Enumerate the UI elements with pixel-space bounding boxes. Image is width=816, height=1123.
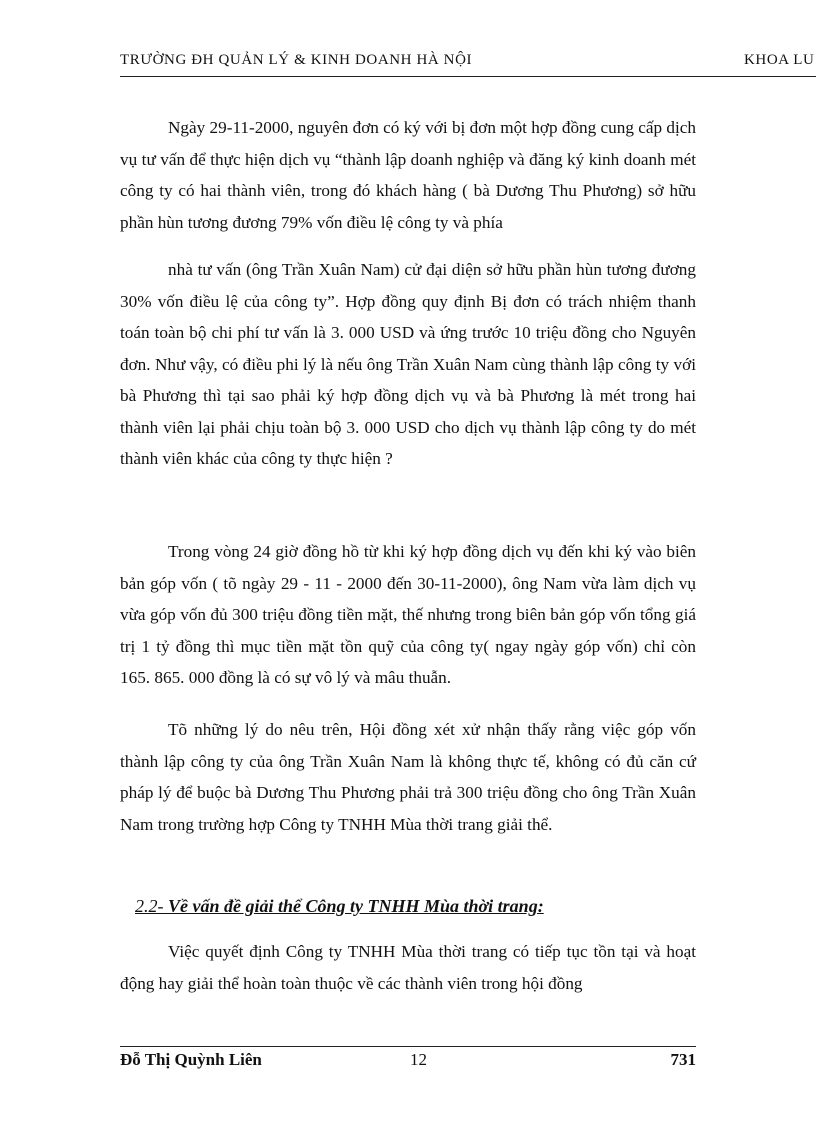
footer-divider [120,1046,696,1047]
header-faculty: KHOA LU [744,52,815,68]
section-number: 2.2- [135,896,164,916]
header-divider [120,76,816,77]
footer-page-number: 12 [410,1050,427,1069]
header-school-name: TRƯỜNG ĐH QUẢN LÝ & KINH DOANH HÀ NỘI [120,52,473,68]
paragraph-advisor-share: nhà tư vấn (ông Trần Xuân Nam) cử đại diện sở hữu phần hùn tương đương 30% vốn điều lệ của công ty”. Hợp đồng quy định Bị đơn có trách nhiệm thanh toán toàn bộ chi phí tư vấn là 3. 000 USD và ứng trước 10 triệu đồng cho Nguyên đơn. Như vậy, có điều phi lý là nếu ông Trần Xuân Nam cùng thành lập công ty với bà Phương thì tại sao phải ký hợp đồng dịch vụ và bà Phương là mét trong hai thành viên lại phải chịu toàn bộ 3. 000 USD cho dịch vụ thành lập công ty do mét thành viên khác của công ty thực hiện ? [120,260,696,468]
footer-author: Đỗ Thị Quỳnh Liên [120,1050,262,1069]
page-header [120,48,816,74]
page-footer [120,1050,696,1074]
section-heading [135,896,544,917]
paragraph-conclusion: Tõ những lý do nêu trên, Hội đồng xét xử nhận thấy rằng việc góp vốn thành lập công ty của ông Trần Xuân Nam là không thực tế, không có đủ căn cứ pháp lý để buộc bà Dương Thu Phương phải trả 300 triệu đồng cho ông Trần Xuân Nam trong trường hợp Công ty TNHH Mùa thời trang giải thể. [120,720,696,834]
paragraph-dissolution: Việc quyết định Công ty TNHH Mùa thời trang có tiếp tục tồn tại và hoạt động hay giải thể hoàn toàn thuộc về các thành viên trong hội đồng [120,942,696,993]
paragraph-contract: Ngày 29-11-2000, nguyên đơn có ký với bị đơn một hợp đồng cung cấp dịch vụ tư vấn để thực hiện dịch vụ “thành lập doanh nghiệp và đăng ký kinh doanh mét công ty có hai thành viên, trong đó khách hàng ( bà Dương Thu Phương) sở hữu phần hùn tương đương 79% vốn điều lệ công ty và phía [120,118,696,232]
paragraph-capital-contribution: Trong vòng 24 giờ đồng hồ từ khi ký hợp đồng dịch vụ đến khi ký vào biên bản góp vốn ( tõ ngày 29 - 11 - 2000 đến 30-11-2000), ông Nam vừa làm dịch vụ vừa góp vốn đủ 300 triệu đồng tiền mặt, thế nhưng trong biên bản góp vốn tổng giá trị 1 tỷ đồng thì mục tiền mặt tồn quỹ của công ty( ngay ngày góp vốn) chỉ còn 165. 865. 000 đồng là có sự vô lý và mâu thuẫn. [120,542,696,687]
section-title: Về vấn đề giải thể Công ty TNHH Mùa thời trang: [163,896,544,916]
footer-code: 731 [670,1050,696,1069]
